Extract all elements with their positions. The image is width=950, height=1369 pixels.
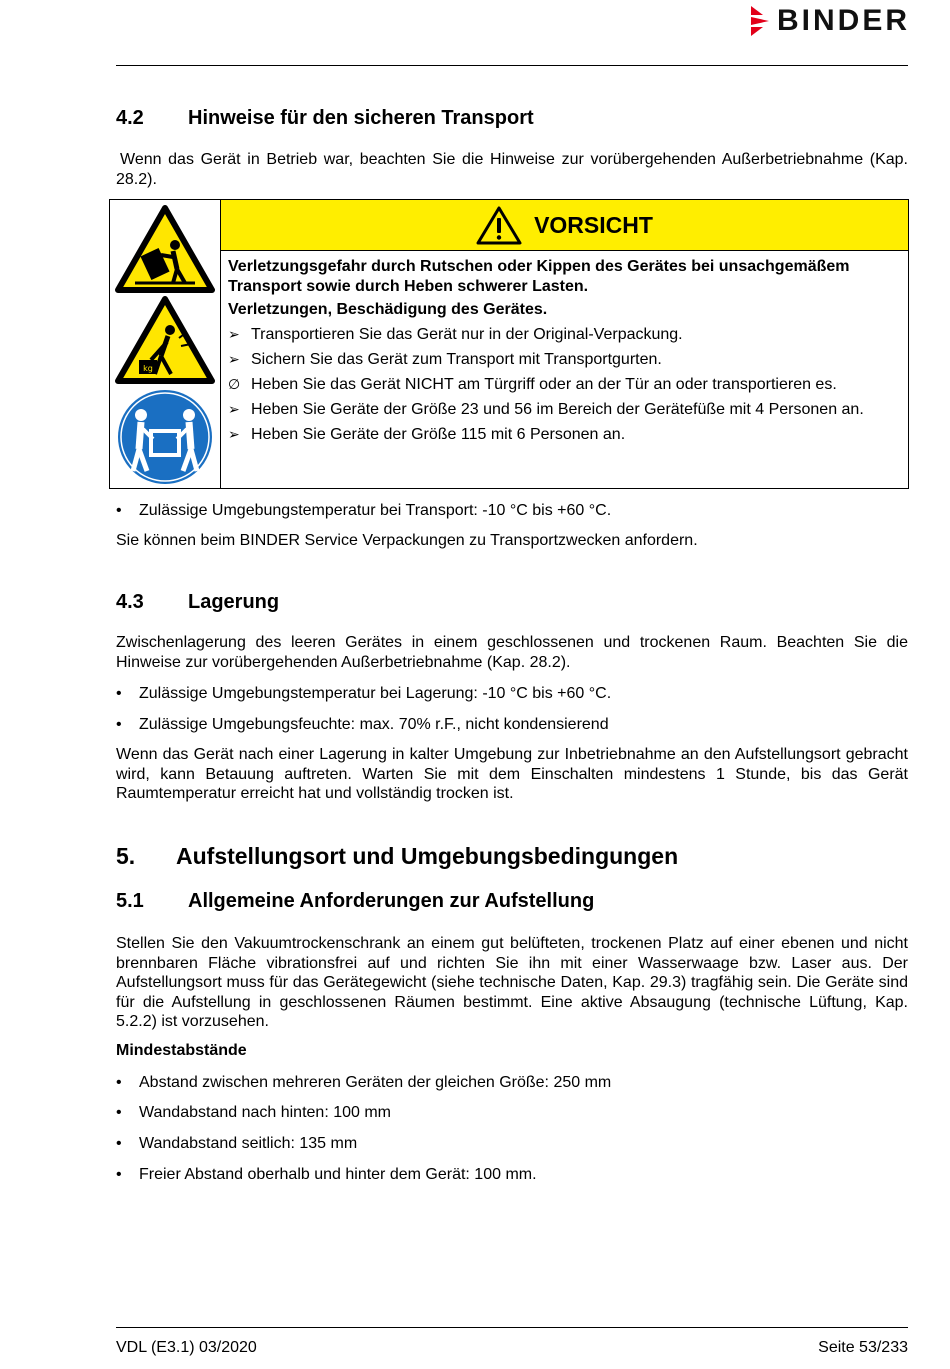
exclamation-triangle-icon xyxy=(476,205,522,245)
caution-box xyxy=(109,199,909,489)
logo-text: BINDER xyxy=(776,4,910,37)
prohibited-marker-icon: ∅ xyxy=(228,375,241,392)
bullet-icon: • xyxy=(116,1166,122,1183)
list-item-text: Freier Abstand oberhalb und hinter dem Gerät: 100 mm. xyxy=(139,1166,537,1183)
bullet-icon: • xyxy=(116,1135,122,1152)
list-item-text: Zulässige Umgebungsfeuchte: max. 70% r.F., nicht kondensierend xyxy=(139,716,609,733)
caution-item-text: Transportieren Sie das Gerät nur in der Original-Verpackung. xyxy=(251,325,683,343)
warning-icon-column xyxy=(110,200,221,488)
service-note: Sie können beim BINDER Service Verpackungen zu Transportzwecken anfordern. xyxy=(116,532,698,549)
caution-item xyxy=(228,425,903,444)
binder-logo xyxy=(749,4,910,38)
bullet-icon: • xyxy=(116,1074,122,1091)
list-item-text: Abstand zwischen mehreren Geräten der gleichen Größe: 250 mm xyxy=(139,1074,612,1091)
caution-item xyxy=(228,350,903,369)
caution-header xyxy=(221,200,908,251)
chapter-heading-5 xyxy=(116,843,678,870)
two-person-lift-icon xyxy=(117,389,213,485)
arrow-marker-icon: ➢ xyxy=(228,325,240,342)
bullet-icon: • xyxy=(116,1104,122,1121)
transport-intro: Wenn das Gerät in Betrieb war, beachten Sie die Hinweise zur vorübergehenden Außerbetriebnahme (Kap. 28.2). xyxy=(116,151,908,188)
arrow-marker-icon: ➢ xyxy=(228,425,240,442)
section-title: Lagerung xyxy=(188,591,280,613)
bullet-icon: • xyxy=(116,685,122,702)
header-rule xyxy=(116,65,908,66)
installation-paragraph: Stellen Sie den Vakuumtrockenschrank an einem gut belüfteten, trockenen Platz auf einer ebenen und nicht brennbaren Fläche vibrationsfrei auf und richten Sie ihn mit einer Wasserwaage bzw. Laser aus. Der Aufstellungsort muss für das Gerätegewicht (siehe technische Daten, Kap. 29.3) tragfähig sein. Die Geräte sind für die Aufstellung in geschlossenen Räumen bestimmt. Eine aktive Absaugung (technische Lüftung, Kap. 5.2.2) ist vorzusehen. xyxy=(116,935,908,1030)
arrow-marker-icon: ➢ xyxy=(228,400,240,417)
bullet-icon: • xyxy=(116,502,122,519)
hazard-description: Verletzungsgefahr durch Rutschen oder Kippen des Gerätes bei unsachgemäßem Transport sowie durch Heben schwerer Lasten. xyxy=(228,258,850,295)
footer-version: VDL (E3.1) 03/2020 xyxy=(116,1339,257,1356)
caution-item xyxy=(228,325,903,344)
section-heading-4-2 xyxy=(116,107,534,130)
section-title: Allgemeine Anforderungen zur Aufstellung xyxy=(188,890,595,912)
hazard-consequence: Verletzungen, Beschädigung des Gerätes. xyxy=(228,301,548,318)
section-heading-4-3 xyxy=(116,591,279,614)
chapter-title: Aufstellungsort und Umgebungsbedingungen xyxy=(176,843,679,869)
list-item-text: Zulässige Umgebungstemperatur bei Transport: -10 °C bis +60 °C. xyxy=(139,502,612,519)
section-heading-5-1 xyxy=(116,890,594,913)
section-number: 5.1 xyxy=(116,890,144,912)
list-item-text: Zulässige Umgebungstemperatur bei Lagerung: -10 °C bis +60 °C. xyxy=(139,685,612,702)
page-number: Seite 53/233 xyxy=(818,1339,908,1356)
caution-title: VORSICHT xyxy=(534,211,653,238)
list-item-text: Wandabstand nach hinten: 100 mm xyxy=(139,1104,392,1121)
condensation-paragraph: Wenn das Gerät nach einer Lagerung in kalter Umgebung zur Inbetriebnahme an den Aufstellungsort gebracht wird, kann Betauung auftreten. Warten Sie mit dem Einschalten mindestens 1 Stunde, bis das Gerät Raumtemperatur erreicht hat und vollständig trocken ist. xyxy=(116,746,908,802)
section-number: 4.2 xyxy=(116,107,144,129)
tipping-hazard-icon xyxy=(115,205,215,293)
caution-item xyxy=(228,400,903,419)
caution-item-text: Sichern Sie das Gerät zum Transport mit Transportgurten. xyxy=(251,350,662,368)
footer-rule xyxy=(116,1327,908,1328)
arrow-marker-icon: ➢ xyxy=(228,350,240,367)
chapter-number: 5. xyxy=(116,843,136,869)
caution-item-text: Heben Sie Geräte der Größe 23 und 56 im Bereich der Gerätefüße mit 4 Personen an. xyxy=(251,400,864,418)
bullet-icon: • xyxy=(116,716,122,733)
caution-body xyxy=(228,257,903,444)
caution-item-text: Heben Sie Geräte der Größe 115 mit 6 Personen an. xyxy=(251,425,626,443)
svg-text:kg: kg xyxy=(143,364,153,373)
section-title: Hinweise für den sicheren Transport xyxy=(188,107,534,129)
section-number: 4.3 xyxy=(116,591,144,613)
caution-item-text: Heben Sie das Gerät NICHT am Türgriff oder an der Tür an oder transportieren es. xyxy=(251,375,837,393)
storage-paragraph: Zwischenlagerung des leeren Gerätes in einem geschlossenen und trockenen Raum. Beachten Sie die Hinweise zur vorübergehenden Außerbetriebnahme (Kap. 28.2). xyxy=(116,634,908,671)
heavy-load-hazard-icon xyxy=(115,296,215,384)
caution-item xyxy=(228,375,903,394)
binder-logo-icon xyxy=(749,6,771,36)
list-item-text: Wandabstand seitlich: 135 mm xyxy=(139,1135,358,1152)
minimum-distances-heading: Mindestabstände xyxy=(116,1042,247,1059)
